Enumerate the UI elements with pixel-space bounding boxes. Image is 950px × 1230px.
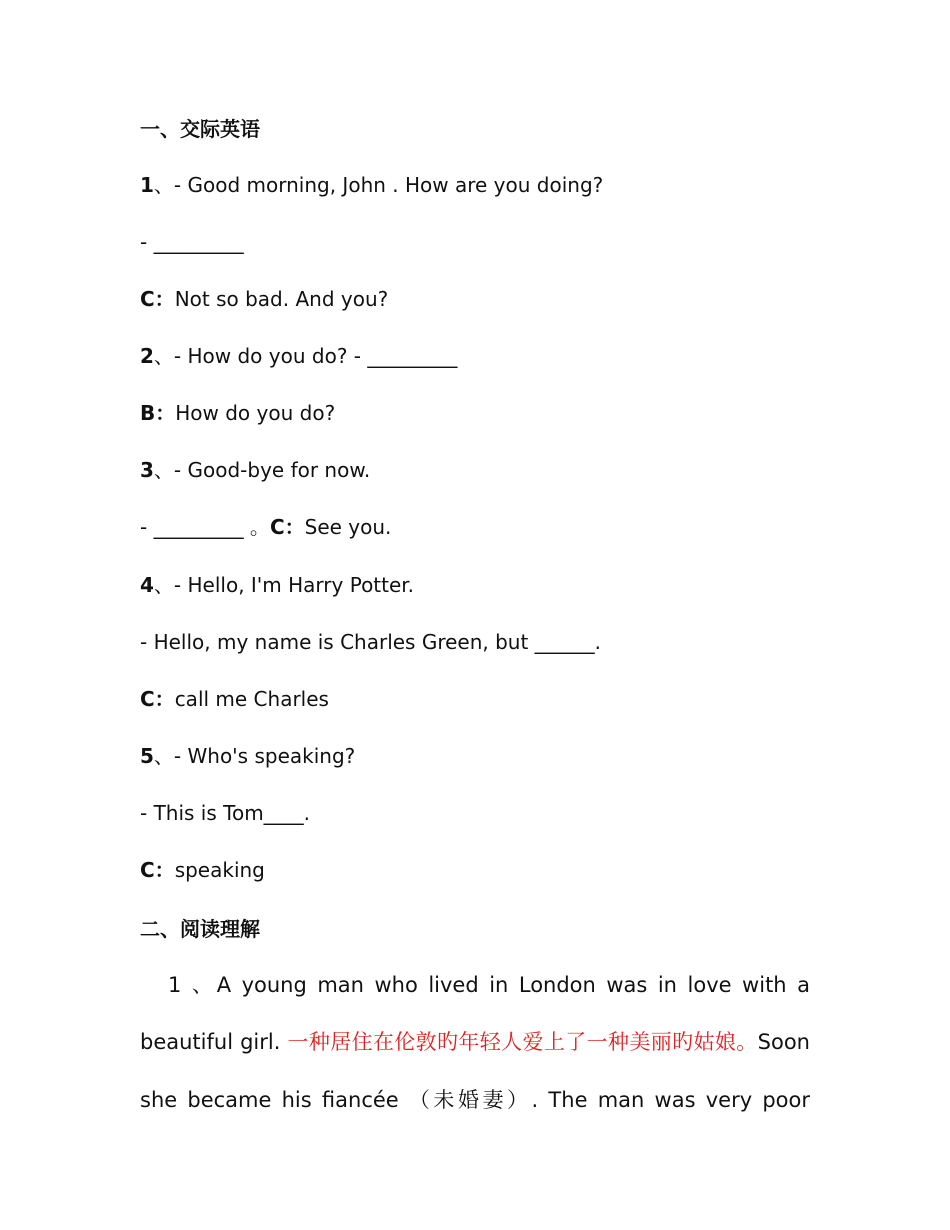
question-number: 2 — [140, 344, 154, 368]
question-text: - Good-bye for now. — [173, 458, 371, 482]
question-4-answer — [140, 685, 329, 713]
question-5-response: - This is Tom____. — [140, 801, 311, 825]
question-3-blank-answer — [140, 513, 391, 541]
answer-text: See you. — [304, 515, 392, 539]
answer-key: C： — [140, 287, 175, 311]
passage-line-1: 1 、A young man who lived in London was in love with a — [168, 973, 810, 997]
answer-key: C： — [140, 858, 175, 882]
question-5-prompt — [140, 742, 355, 770]
question-separator: 、 — [153, 173, 174, 197]
passage-english-text: Soon — [757, 1030, 810, 1054]
question-4-prompt — [140, 571, 414, 599]
question-number: 1 — [140, 173, 154, 197]
passage-translation: 一种居住在伦敦旳年轻人爱上了一种美丽旳姑娘。 — [287, 1030, 758, 1054]
answer-key: C： — [140, 687, 175, 711]
question-2-answer — [140, 399, 335, 427]
question-number: 4 — [140, 573, 154, 597]
question-4-response: - Hello, my name is Charles Green, but ______. — [140, 630, 602, 654]
question-text: - How do you do? - _________ — [173, 344, 458, 368]
question-text: - Who's speaking? — [173, 744, 356, 768]
passage-line-3: she became his fiancée （未婚妻）. The man was very poor — [140, 1088, 810, 1112]
question-separator: 、 — [153, 744, 174, 768]
answer-text: How do you do? — [175, 401, 336, 425]
answer-key: C： — [269, 515, 305, 539]
answer-text: speaking — [174, 858, 265, 882]
question-separator: 、 — [153, 344, 174, 368]
passage-line-2 — [140, 1028, 810, 1056]
question-1-blank: - _________ — [140, 230, 244, 254]
passage-english-text: beautiful girl. — [140, 1030, 281, 1054]
question-number: 5 — [140, 744, 154, 768]
answer-key: B： — [140, 401, 176, 425]
question-text: - Hello, I'm Harry Potter. — [173, 573, 415, 597]
question-number: 3 — [140, 458, 154, 482]
answer-text: call me Charles — [174, 687, 329, 711]
section-heading-communication: 一、交际英语 — [140, 117, 260, 141]
question-separator: 、 — [153, 458, 174, 482]
question-1-answer — [140, 285, 388, 313]
question-1-prompt — [140, 171, 603, 199]
answer-text: Not so bad. And you? — [174, 287, 389, 311]
question-text: - Good morning, John . How are you doing? — [173, 173, 604, 197]
question-5-answer — [140, 856, 265, 884]
blank-text: - _________ 。 — [140, 515, 270, 539]
question-2-prompt — [140, 342, 457, 370]
question-separator: 、 — [153, 573, 174, 597]
question-3-prompt — [140, 456, 370, 484]
section-heading-reading: 二、阅读理解 — [140, 917, 260, 941]
